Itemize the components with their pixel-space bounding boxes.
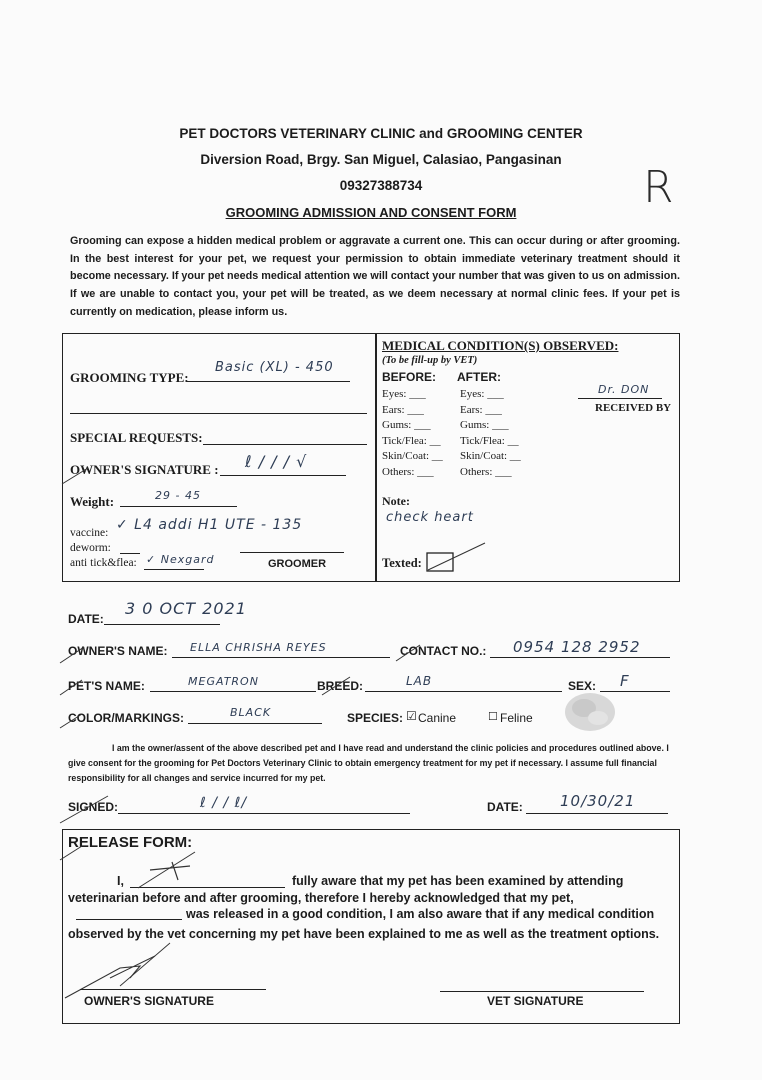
after-item: Ears: ___: [460, 403, 502, 416]
owner-name-value: ELLA CHRISHA REYES: [190, 641, 327, 654]
groomer-label: GROOMER: [268, 558, 327, 570]
sex-value: F: [620, 672, 630, 690]
owner-signature-label: OWNER'S SIGNATURE :: [70, 462, 219, 477]
feline-label: Feline: [500, 711, 533, 725]
owner-signature-mark: ℓ / / / √: [245, 452, 308, 471]
weight-value: 29 - 45: [155, 489, 201, 502]
antitick-label: anti tick&flea:: [70, 557, 137, 569]
before-item: Gums: ___: [382, 419, 431, 431]
before-label: BEFORE:: [382, 370, 436, 384]
date-label: DATE:: [68, 612, 104, 626]
release-title: RELEASE FORM:: [68, 834, 193, 851]
release-owner-sig-label: OWNER'S SIGNATURE: [84, 994, 214, 1008]
consent-text: I am the owner/assent of the above described pet and I have read and understand the clinic policies and procedures outlined above. I give consent for the grooming for Pet Doctors Veterinary Clinic to obtain emergency treatment for my pet if necessary. I assume full financial responsibility for all changes and service incurred for my pet.: [68, 743, 669, 783]
vaccine-value: ✓ L4 addi H1 UTE - 135: [116, 517, 303, 533]
release-text-3: was released in a good condition, I am also aware that if any medical condition: [186, 907, 655, 921]
signed-label: SIGNED:: [68, 800, 119, 814]
before-item: Tick/Flea: __: [382, 434, 441, 447]
antitick-value: ✓ Nexgard: [146, 553, 215, 566]
color-value: BLACK: [230, 706, 272, 719]
contact-label: CONTACT NO.:: [400, 644, 487, 658]
intro-paragraph: Grooming can expose a hidden medical problem or aggravate a current one. This can occur during or after grooming. In the best interest for your pet, we request your permission to obtain immediate veterinary treatment should it become necessary. If your pet needs medical attention we will contact your number that was given to us on admission. If we are unable to contact you, your pet will be treated, as we deem necessary at normal clinic fees. If your pet is currently on medication, please inform us.: [70, 235, 680, 318]
date-value: 3 0 OCT 2021: [125, 599, 247, 618]
release-text-2: veterinarian before and after grooming, therefore I hereby acknowledged that my pet,: [68, 891, 574, 905]
after-item: Eyes: ___: [460, 388, 504, 400]
received-by-label: RECEIVED BY: [595, 402, 672, 414]
deworm-label: deworm:: [70, 542, 111, 554]
after-item: Gums: ___: [460, 419, 509, 431]
consent-date-value: 10/30/21: [560, 792, 636, 810]
medical-subtitle: (To be fill-up by VET): [382, 355, 478, 366]
form-title: GROOMING ADMISSION AND CONSENT FORM: [225, 205, 517, 220]
after-label: AFTER:: [457, 370, 501, 384]
vaccine-label: vaccine:: [70, 527, 109, 539]
clinic-name: PET DOCTORS VETERINARY CLINIC and GROOMING CENTER: [179, 126, 583, 141]
weight-label: Weight:: [70, 494, 115, 509]
canine-label: Canine: [418, 711, 457, 725]
breed-value: LAB: [406, 674, 433, 688]
signed-mark: ℓ / / ℓ/: [200, 795, 248, 811]
clinic-phone: 09327388734: [339, 178, 423, 193]
grooming-type-value: Basic (XL) - 450: [215, 360, 334, 375]
contact-value: 0954 128 2952: [513, 638, 641, 656]
before-item: Ears: ___: [382, 403, 424, 416]
texted-label: Texted:: [382, 556, 422, 570]
note-value: check heart: [386, 510, 474, 525]
vet-sig-label: VET SIGNATURE: [487, 994, 584, 1008]
grooming-type-label: GROOMING TYPE:: [70, 370, 189, 385]
received-by-value: Dr. DON: [598, 383, 650, 396]
note-label: Note:: [382, 494, 410, 508]
before-item: Others: ___: [382, 465, 434, 478]
medical-title: MEDICAL CONDITION(S) OBSERVED:: [382, 338, 619, 353]
sex-label: SEX:: [568, 679, 597, 693]
pet-name-value: MEGATRON: [188, 675, 259, 688]
after-item: Others: ___: [460, 465, 512, 478]
before-item: Skin/Coat: __: [382, 450, 443, 462]
release-i-label: I,: [117, 874, 124, 888]
after-item: Tick/Flea: __: [460, 434, 519, 447]
canine-checkbox[interactable]: ☑: [406, 709, 417, 723]
handwritten-mark: R: [643, 162, 674, 213]
feline-checkbox[interactable]: ☐: [488, 711, 498, 723]
before-item: Eyes: ___: [382, 388, 426, 400]
color-label: COLOR/MARKINGS:: [68, 711, 184, 725]
owner-name-label: OWNER'S NAME:: [68, 644, 168, 658]
release-text-1: fully aware that my pet has been examined by attending: [292, 874, 624, 888]
pet-name-label: PET'S NAME:: [68, 679, 145, 693]
species-label: SPECIES:: [347, 711, 404, 725]
breed-label: BREED:: [317, 679, 364, 693]
special-requests-label: SPECIAL REQUESTS:: [70, 430, 203, 445]
after-item: Skin/Coat: __: [460, 450, 521, 462]
clinic-address: Diversion Road, Brgy. San Miguel, Calasiao, Pangasinan: [200, 152, 562, 167]
release-text-4: observed by the vet concerning my pet have been explained to me as well as the treatment options.: [68, 927, 660, 941]
consent-date-label: DATE:: [487, 800, 523, 814]
